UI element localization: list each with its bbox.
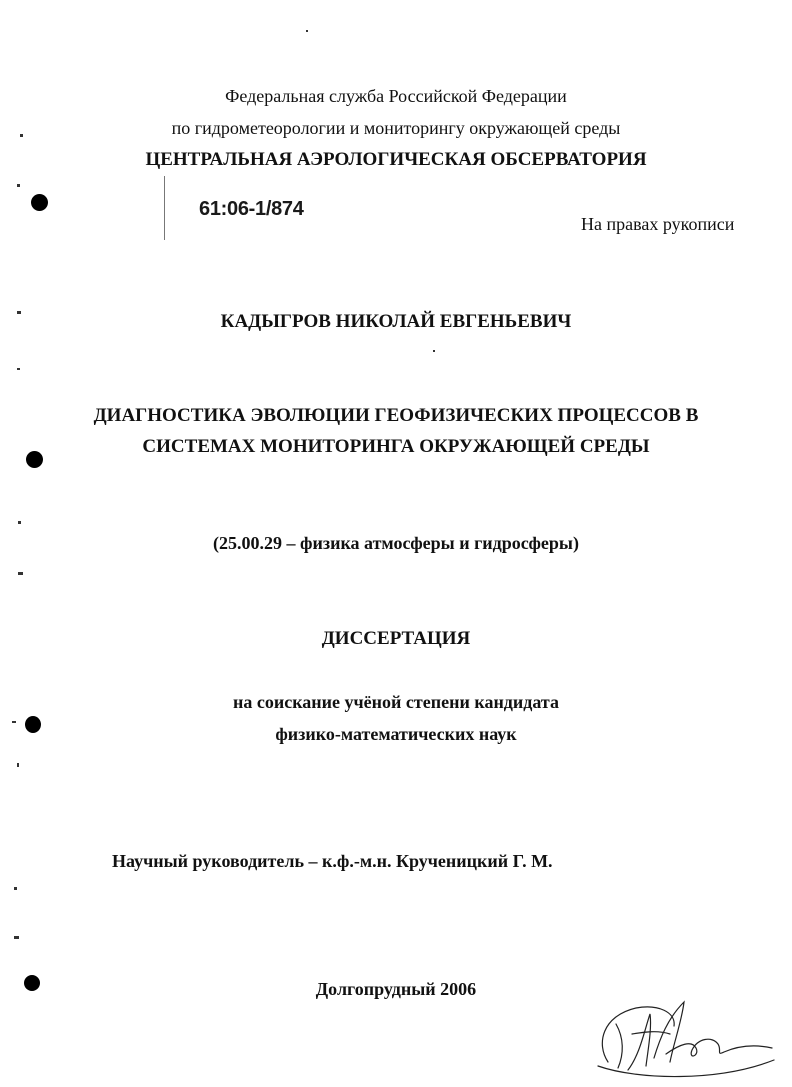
specialty-code: (25.00.29 – физика атмосферы и гидросферы) [213,533,579,553]
author-name: КАДЫГРОВ НИКОЛАЙ ЕВГЕНЬЕВИЧ [220,311,572,332]
scan-margin-mark [164,176,165,240]
binding-hole-icon [31,194,48,211]
signature-stroke [602,1007,674,1062]
signature-stroke [598,1060,774,1077]
scan-speck [18,521,21,524]
binding-hole-icon [25,716,41,733]
place-and-year: Долгопрудный 2006 [315,979,477,999]
agency-line-2: по гидрометеорологии и мониторингу окружающей среды [171,118,621,138]
scan-speck [12,721,16,723]
signature-stroke [616,1024,622,1068]
signature-stroke [666,1039,772,1056]
work-type: ДИССЕРТАЦИЯ [321,628,471,649]
agency-line-1: Федеральная служба Российской Федерации [225,86,567,106]
scan-speck [18,572,23,575]
handwritten-signature-icon [588,994,778,1084]
dissertation-title-line-1: ДИАГНОСТИКА ЭВОЛЮЦИИ ГЕОФИЗИЧЕСКИХ ПРОЦЕССОВ В [93,405,699,426]
organization-name: ЦЕНТРАЛЬНАЯ АЭРОЛОГИЧЕСКАЯ ОБСЕРВАТОРИЯ [145,149,647,170]
dissertation-title-line-2: СИСТЕМАХ МОНИТОРИНГА ОКРУЖАЮЩЕЙ СРЕДЫ [142,436,650,457]
scan-speck [20,134,23,137]
binding-hole-icon [24,975,40,991]
scan-speck [306,30,308,32]
manuscript-rights-label: На правах рукописи [581,214,735,234]
signature-stroke [628,1014,651,1070]
scan-speck [17,763,19,767]
supervisor: Научный руководитель – к.ф.-м.н. Крученицкий Г. М. [112,851,553,871]
binding-hole-icon [26,451,43,468]
catalog-number: 61:06-1/874 [199,198,304,220]
scan-speck [14,936,19,939]
scan-speck [433,350,435,352]
scan-speck [17,368,20,370]
scan-speck [17,311,21,314]
degree-line-2: физико-математических наук [275,724,517,744]
scan-speck [14,887,17,890]
degree-line-1: на соискание учёной степени кандидата [232,692,559,712]
scan-speck [17,184,20,187]
